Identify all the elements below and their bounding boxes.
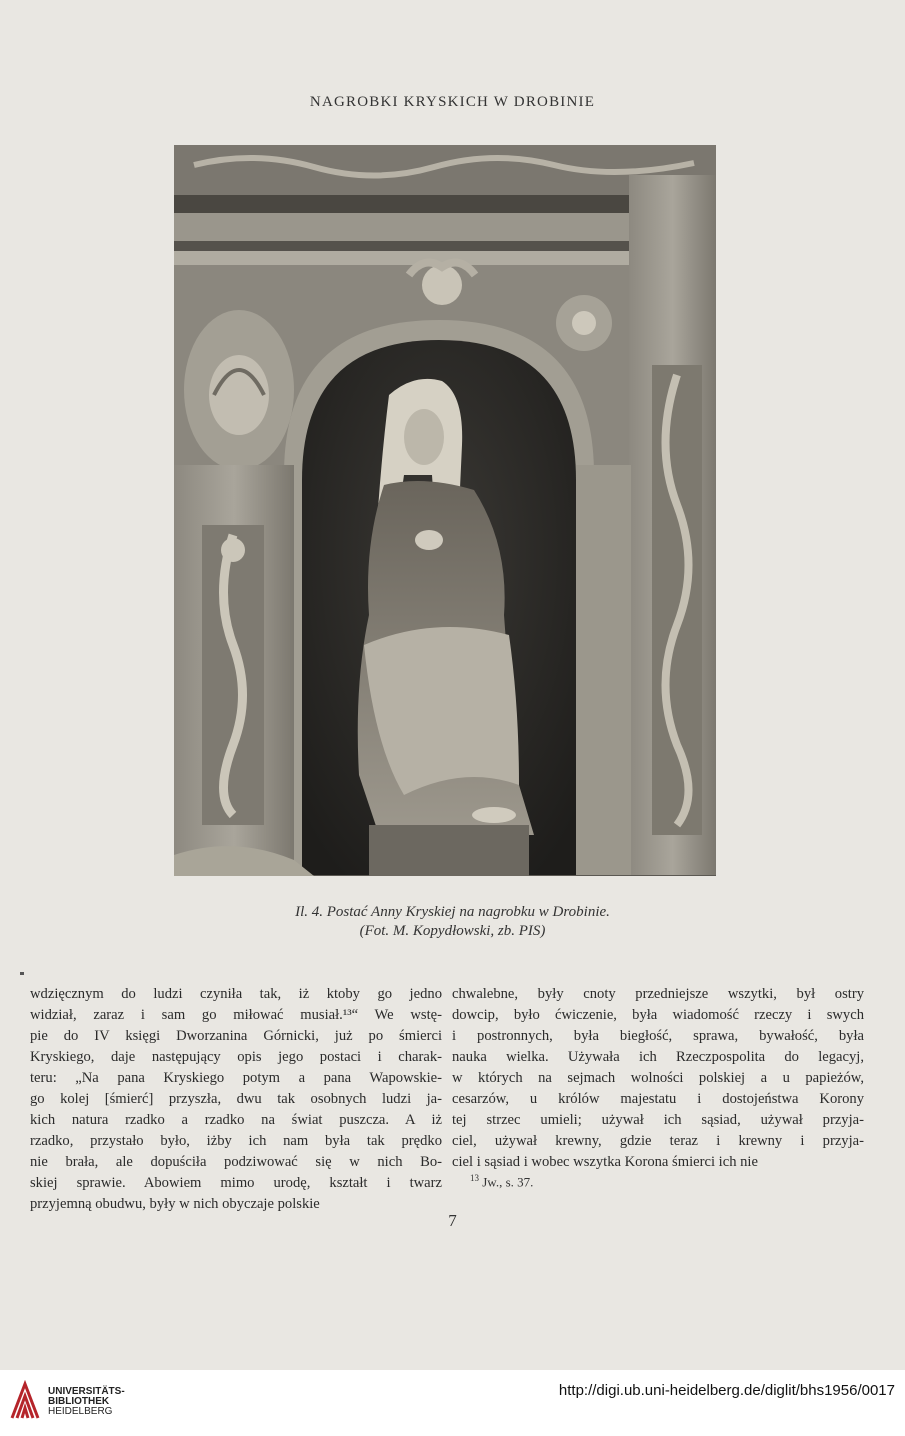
source-url-link[interactable]: http://digi.ub.uni-heidelberg.de/diglit/bhs1956/0017 bbox=[558, 1382, 895, 1399]
text-line: skiej sprawie. Abowiem mimo urodę, kształt i twarz bbox=[30, 1175, 442, 1191]
text-line: wdzięcznym do ludzi czyniła tak, iż ktoby go jedno bbox=[30, 986, 442, 1002]
text-line: kich natura rzadko a rzadko na świat puszcza. A iż bbox=[30, 1112, 442, 1128]
text-column-left bbox=[30, 984, 442, 1215]
text-line: go kolej [śmierć] przyszła, dwu tak osobnych ludzi ja- bbox=[30, 1091, 442, 1107]
text-line: ciel i sąsiad i wobec wszytka Korona śmierci ich nie bbox=[452, 1154, 758, 1170]
text-line: chwalebne, były cnoty przedniejsze wszytki, był ostry bbox=[452, 986, 864, 1002]
tomb-sculpture-image bbox=[174, 145, 716, 876]
text-line: nauka wielka. Używała ich Rzeczpospolita do legacyj, bbox=[452, 1049, 864, 1065]
footnote-text: Jw., s. 37. bbox=[482, 1174, 534, 1190]
text-line: przyjemną obudwu, były w nich obyczaje polskie bbox=[30, 1196, 320, 1212]
text-line: cesarzów, u królów majestatu i dostojeństwa Korony bbox=[452, 1091, 864, 1107]
text-line: dowcip, było ćwiczenie, była wiadomość rzeczy i swych bbox=[452, 1007, 864, 1023]
text-line: nie brała, ale dopuściła podziwować się w nich Bo- bbox=[30, 1154, 442, 1170]
figure-caption bbox=[0, 903, 905, 941]
library-name-line-1: UNIVERSITÄTS- bbox=[48, 1386, 125, 1397]
text-line: Kryskiego, daje następujący opis jego postaci i charak- bbox=[30, 1049, 442, 1065]
caption-line-2: (Fot. M. Kopydłowski, zb. PIS) bbox=[359, 923, 546, 939]
text-line: widział, zaraz i sam go miłować musiał.¹³“ We wstę- bbox=[30, 1007, 442, 1023]
university-library-logo-icon[interactable] bbox=[10, 1380, 40, 1420]
library-name[interactable] bbox=[48, 1387, 125, 1417]
footnote bbox=[470, 1173, 533, 1190]
text-line: ciel, używał krewny, gdzie teraz i krewny i przyja- bbox=[452, 1133, 864, 1149]
running-head: NAGROBKI KRYSKICH W DROBINIE bbox=[309, 94, 596, 110]
footnote-number: 13 bbox=[470, 1173, 479, 1183]
text-line: rzadko, przystało było, iżby ich nam była tak prędko bbox=[30, 1133, 442, 1149]
text-line: pie do IV księgi Dworzanina Górnicki, już po śmierci bbox=[30, 1028, 442, 1044]
text-line: teru: „Na pana Kryskiego potym a pana Wapowskie- bbox=[30, 1070, 442, 1086]
caption-line-1: Il. 4. Postać Anny Kryskiej na nagrobku w Drobinie. bbox=[295, 904, 610, 920]
library-name-line-2: BIBLIOTHEK bbox=[48, 1396, 110, 1407]
text-column-right bbox=[452, 984, 864, 1173]
footer-bar bbox=[0, 1370, 905, 1436]
text-line: i postronnych, była biegłość, sprawa, bywałość, była bbox=[452, 1028, 864, 1044]
figure-photograph bbox=[174, 145, 716, 876]
library-name-line-3: HEIDELBERG bbox=[48, 1406, 113, 1417]
text-line: w których na sejmach wolności polskiej a u papieżów, bbox=[452, 1070, 864, 1086]
page-number: 7 bbox=[448, 1211, 457, 1230]
text-line: tej strzec umieli; używał ich sąsiad, używał przyja- bbox=[452, 1112, 864, 1128]
margin-mark bbox=[20, 972, 24, 975]
